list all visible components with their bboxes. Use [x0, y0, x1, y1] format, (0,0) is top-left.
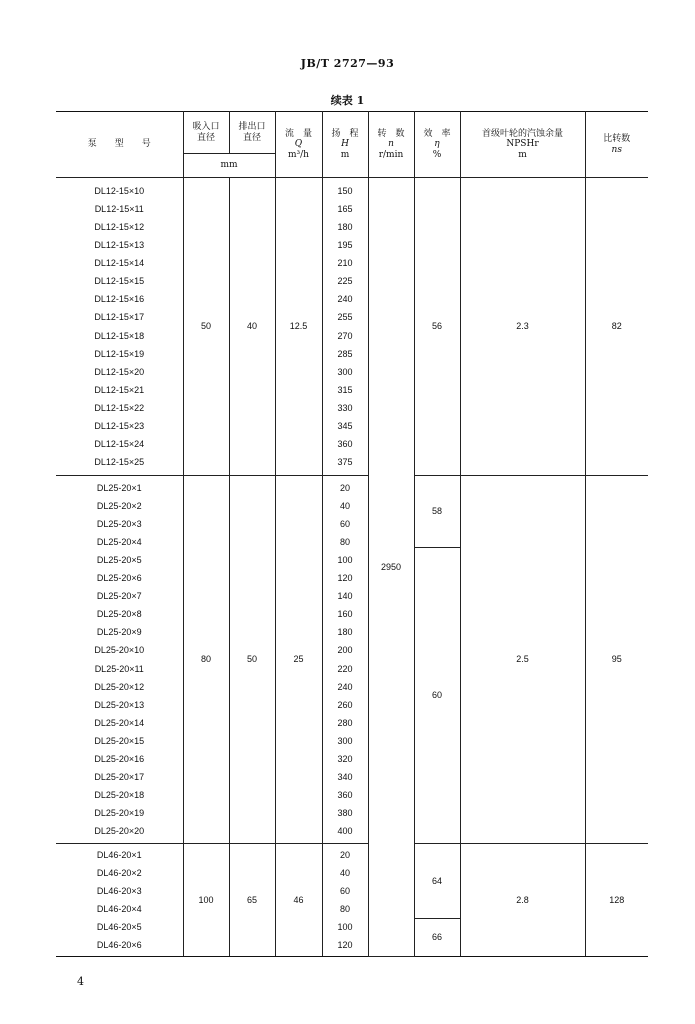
standard-code: JB/T 2727—93 [300, 57, 395, 70]
pump-model: DL25-20×4 [96, 536, 142, 547]
head-value: 285 [337, 348, 353, 359]
pump-model: DL25-20×18 [94, 790, 145, 801]
header-flow: 流 量 Q m³/h [275, 112, 322, 178]
header-efficiency: 效 率 η % [414, 112, 460, 178]
group1-flow: 12.5 [275, 178, 322, 476]
head-value: 300 [337, 366, 353, 377]
group3-inlet: 100 [183, 844, 229, 957]
pump-model: DL25-20×1 [96, 482, 142, 493]
pump-model: DL12-15×21 [94, 384, 145, 395]
head-value: 345 [337, 420, 353, 431]
head-value: 315 [337, 384, 353, 395]
head-value: 60 [339, 518, 350, 529]
head-value: 20 [339, 849, 350, 860]
header-inlet: 吸入口 直径 [183, 112, 229, 154]
pump-model: DL25-20×15 [94, 735, 145, 746]
group1-inlet: 50 [183, 178, 229, 476]
pump-model: DL25-20×10 [94, 645, 145, 656]
pump-model: DL25-20×16 [94, 753, 145, 764]
pump-model: DL25-20×7 [96, 591, 142, 602]
pump-model: DL25-20×17 [94, 772, 145, 783]
head-value: 270 [337, 330, 353, 341]
group2-models [56, 476, 183, 844]
pump-model: DL25-20×2 [96, 500, 142, 511]
head-value: 360 [337, 439, 353, 450]
head-value: 60 [339, 885, 350, 896]
pump-model: DL46-20×5 [96, 922, 142, 933]
header-outlet: 排出口 直径 [229, 112, 275, 154]
group2-npsh: 2.5 [460, 476, 585, 844]
pump-model: DL25-20×8 [96, 609, 142, 620]
header-ns: 比转数 ns [585, 112, 648, 178]
speed-value: 2950 [368, 178, 414, 957]
pump-model: DL12-15×15 [94, 276, 145, 287]
header-model: 泵 型 号 [56, 112, 183, 178]
head-value: 240 [337, 294, 353, 305]
head-value: 140 [337, 591, 353, 602]
pump-model: DL12-15×12 [94, 221, 145, 232]
group1-efficiency: 56 [414, 178, 460, 476]
head-value: 330 [337, 402, 353, 413]
head-value: 225 [337, 276, 353, 287]
pump-model: DL25-20×13 [94, 699, 145, 710]
head-value: 260 [337, 699, 353, 710]
head-value: 180 [337, 627, 353, 638]
pump-model: DL12-15×25 [94, 457, 145, 468]
pump-model: DL12-15×17 [94, 312, 145, 323]
pump-model: DL12-15×10 [94, 185, 145, 196]
header-npsh: 首级叶轮的汽蚀余量 NPSHr m [460, 112, 585, 178]
pump-model: DL25-20×12 [94, 681, 145, 692]
group2-ns: 95 [585, 476, 648, 844]
head-value: 280 [337, 717, 353, 728]
group2-heads [322, 476, 368, 844]
head-value: 160 [337, 609, 353, 620]
head-value: 380 [337, 808, 353, 819]
pump-model: DL25-20×6 [96, 573, 142, 584]
group2-flow: 25 [275, 476, 322, 844]
head-value: 255 [337, 312, 353, 323]
pump-model: DL46-20×6 [96, 940, 142, 951]
head-value: 100 [337, 922, 353, 933]
pump-model: DL12-15×11 [94, 203, 144, 214]
pump-model: DL25-20×14 [94, 717, 145, 728]
head-value: 20 [339, 482, 350, 493]
header-diam-unit: mm [183, 154, 275, 178]
head-value: 220 [337, 663, 353, 674]
head-value: 150 [337, 185, 353, 196]
pump-model: DL25-20×5 [96, 554, 142, 565]
header-head: 扬 程 H m [322, 112, 368, 178]
head-value: 100 [337, 554, 353, 565]
head-value: 80 [339, 904, 350, 914]
head-value: 300 [337, 735, 353, 746]
group2-efficiency-a: 58 [414, 476, 460, 548]
group2-outlet: 50 [229, 476, 275, 844]
pump-model: DL12-15×18 [94, 330, 145, 341]
head-value: 200 [337, 645, 353, 656]
group3-models [56, 844, 183, 957]
head-value: 400 [337, 826, 353, 837]
pump-model: DL25-20×20 [94, 826, 145, 837]
head-value: 340 [337, 772, 353, 783]
group3-flow: 46 [275, 844, 322, 957]
head-value: 240 [337, 681, 353, 692]
page-number: 4 [77, 975, 84, 988]
head-value: 120 [337, 573, 353, 584]
group1-ns: 82 [585, 178, 648, 476]
pump-spec-table [56, 111, 648, 957]
pump-model: DL25-20×11 [94, 663, 144, 674]
group3-heads [322, 844, 368, 957]
group3-outlet: 65 [229, 844, 275, 957]
pump-model: DL46-20×1 [96, 849, 142, 860]
pump-model: DL12-15×20 [94, 366, 145, 377]
pump-model: DL12-15×13 [94, 240, 145, 251]
head-value: 180 [337, 221, 353, 232]
pump-model: DL12-15×22 [94, 402, 145, 413]
pump-model: DL12-15×19 [94, 348, 145, 359]
pump-model: DL46-20×4 [96, 904, 142, 914]
head-value: 40 [339, 867, 350, 878]
pump-model: DL46-20×2 [96, 867, 142, 878]
table-title: 续表 1 [330, 94, 365, 107]
group3-ns: 128 [585, 844, 648, 957]
head-value: 40 [339, 500, 350, 511]
pump-model: DL12-15×16 [94, 294, 145, 305]
pump-model: DL25-20×19 [94, 808, 145, 819]
head-value: 120 [337, 940, 353, 951]
head-value: 320 [337, 753, 353, 764]
group3-npsh: 2.8 [460, 844, 585, 957]
group2-inlet: 80 [183, 476, 229, 844]
head-value: 375 [337, 457, 353, 468]
group2-efficiency-b: 60 [414, 548, 460, 844]
group1-models [56, 178, 183, 476]
pump-model: DL46-20×3 [96, 885, 142, 896]
head-value: 360 [337, 790, 353, 801]
group3-efficiency-a: 64 [415, 844, 460, 919]
head-value: 165 [337, 203, 353, 214]
pump-model: DL25-20×3 [96, 518, 142, 529]
group1-heads [322, 178, 368, 476]
pump-model: DL12-15×24 [94, 439, 145, 450]
group3-efficiency [414, 844, 460, 957]
group3-efficiency-b: 66 [431, 932, 442, 942]
pump-model: DL12-15×23 [94, 420, 145, 431]
head-value: 80 [339, 536, 350, 547]
pump-model: DL25-20×9 [96, 627, 142, 638]
header-speed: 转 数 n r/min [368, 112, 414, 178]
group1-outlet: 40 [229, 178, 275, 476]
head-value: 210 [337, 258, 353, 269]
pump-model: DL12-15×14 [94, 258, 145, 269]
group1-npsh: 2.3 [460, 178, 585, 476]
head-value: 195 [337, 240, 353, 251]
